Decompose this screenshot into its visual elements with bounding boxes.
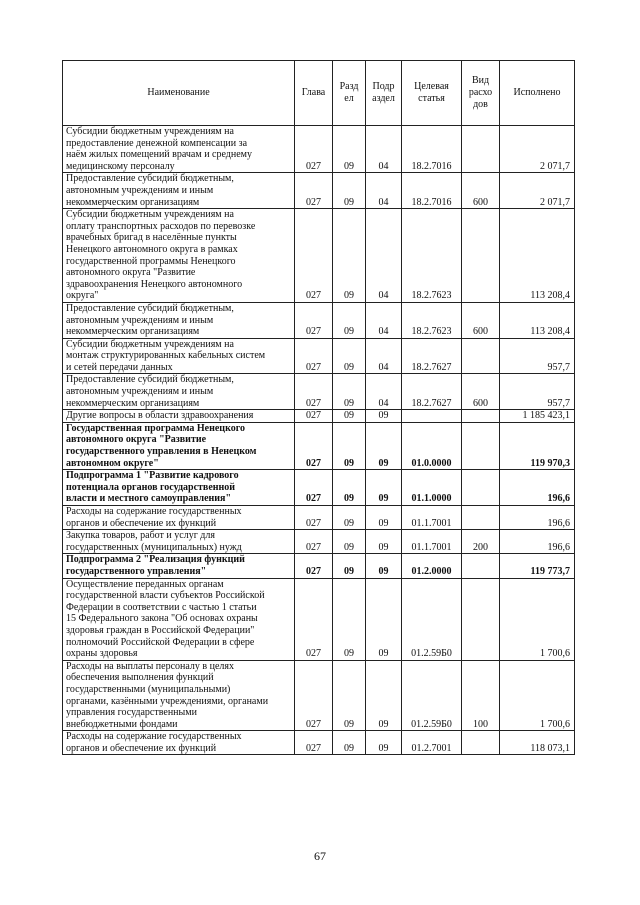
- table-row: [63, 209, 575, 303]
- cell-vid: [462, 338, 500, 374]
- cell-vid: 600: [462, 302, 500, 338]
- cell-ispolneno: 119 970,3: [500, 422, 575, 469]
- table-row: [63, 506, 575, 530]
- cell-ispolneno: 119 773,7: [500, 554, 575, 578]
- cell-vid: 600: [462, 173, 500, 209]
- cell-name: Субсидии бюджетным учреждениям на оплату транспортных расходов по перевозке врачебных бригад в населённые пункты Ненецкого автономного округа в рамках государственной программы Ненецкого автономного округа "Развитие здравоохранения Ненецкого автономного округа": [63, 209, 295, 303]
- cell-vid: 200: [462, 530, 500, 554]
- cell-razdel: 09: [333, 506, 366, 530]
- cell-glava: 027: [295, 410, 333, 423]
- cell-razdel: 09: [333, 173, 366, 209]
- table-row: [63, 731, 575, 755]
- cell-razdel: 09: [333, 302, 366, 338]
- cell-glava: 027: [295, 578, 333, 660]
- cell-name: Подпрограмма 1 "Развитие кадрового потенциала органов государственной власти и местного самоуправления": [63, 470, 295, 506]
- cell-podrazdel: 09: [366, 578, 402, 660]
- cell-razdel: 09: [333, 554, 366, 578]
- table-row: [63, 126, 575, 173]
- cell-name: Предоставление субсидий бюджетным, автономным учреждениям и иным некоммерческим организациям: [63, 374, 295, 410]
- cell-name: Расходы на выплаты персоналу в целях обеспечения выполнения функций государственными (муниципальными) органами, казёнными учреждениями, органами управления государственными внебюджетными фондами: [63, 660, 295, 731]
- cell-vid: [462, 506, 500, 530]
- cell-vid: [462, 578, 500, 660]
- cell-podrazdel: 09: [366, 731, 402, 755]
- table-row: [63, 660, 575, 731]
- cell-celevaya: 18.2.7016: [402, 126, 462, 173]
- cell-glava: 027: [295, 374, 333, 410]
- cell-ispolneno: 196,6: [500, 530, 575, 554]
- cell-podrazdel: 09: [366, 506, 402, 530]
- cell-celevaya: 01.1.0000: [402, 470, 462, 506]
- cell-glava: 027: [295, 554, 333, 578]
- cell-name: Подпрограмма 2 "Реализация функций государственного управления": [63, 554, 295, 578]
- table-row: [63, 422, 575, 469]
- cell-ispolneno: 1 185 423,1: [500, 410, 575, 423]
- header-name: Наименование: [63, 61, 295, 126]
- cell-glava: 027: [295, 470, 333, 506]
- header-glava: Глава: [295, 61, 333, 126]
- page-number: 67: [314, 849, 326, 863]
- cell-podrazdel: 09: [366, 554, 402, 578]
- cell-glava: 027: [295, 506, 333, 530]
- header-razdel: Разд ел: [333, 61, 366, 126]
- cell-razdel: 09: [333, 410, 366, 423]
- cell-glava: 027: [295, 660, 333, 731]
- table-row: [63, 302, 575, 338]
- cell-podrazdel: 09: [366, 660, 402, 731]
- cell-name: Предоставление субсидий бюджетным, автономным учреждениям и иным некоммерческим организациям: [63, 173, 295, 209]
- cell-razdel: 09: [333, 338, 366, 374]
- cell-celevaya: 01.2.0000: [402, 554, 462, 578]
- cell-name: Субсидии бюджетным учреждениям на монтаж структурированных кабельных систем и сетей передачи данных: [63, 338, 295, 374]
- cell-celevaya: 18.2.7623: [402, 209, 462, 303]
- header-podrazdel: Подр аздел: [366, 61, 402, 126]
- cell-name: Расходы на содержание государственных органов и обеспечение их функций: [63, 506, 295, 530]
- table-row: [63, 578, 575, 660]
- cell-glava: 027: [295, 209, 333, 303]
- cell-razdel: 09: [333, 374, 366, 410]
- cell-glava: 027: [295, 126, 333, 173]
- cell-vid: [462, 410, 500, 423]
- table-row: [63, 374, 575, 410]
- cell-vid: 600: [462, 374, 500, 410]
- cell-razdel: 09: [333, 731, 366, 755]
- cell-celevaya: 01.1.7001: [402, 530, 462, 554]
- cell-ispolneno: 118 073,1: [500, 731, 575, 755]
- cell-vid: [462, 470, 500, 506]
- cell-celevaya: 18.2.7623: [402, 302, 462, 338]
- cell-ispolneno: 196,6: [500, 470, 575, 506]
- cell-celevaya: 18.2.7627: [402, 338, 462, 374]
- cell-name: Закупка товаров, работ и услуг для государственных (муниципальных) нужд: [63, 530, 295, 554]
- cell-celevaya: [402, 410, 462, 423]
- cell-glava: 027: [295, 731, 333, 755]
- cell-name: Субсидии бюджетным учреждениям на предоставление денежной компенсации за наём жилых помещений врачам и среднему медицинскому персоналу: [63, 126, 295, 173]
- cell-podrazdel: 09: [366, 422, 402, 469]
- cell-vid: [462, 422, 500, 469]
- cell-ispolneno: 113 208,4: [500, 209, 575, 303]
- cell-razdel: 09: [333, 660, 366, 731]
- cell-glava: 027: [295, 530, 333, 554]
- header-vid: Вид расхо дов: [462, 61, 500, 126]
- header-ispolneno: Исполнено: [500, 61, 575, 126]
- cell-podrazdel: 04: [366, 338, 402, 374]
- cell-podrazdel: 04: [366, 209, 402, 303]
- cell-razdel: 09: [333, 578, 366, 660]
- cell-celevaya: 01.2.59Б0: [402, 578, 462, 660]
- cell-vid: [462, 126, 500, 173]
- cell-glava: 027: [295, 173, 333, 209]
- cell-razdel: 09: [333, 209, 366, 303]
- cell-celevaya: 01.1.7001: [402, 506, 462, 530]
- cell-ispolneno: 957,7: [500, 374, 575, 410]
- cell-vid: 100: [462, 660, 500, 731]
- table-row: [63, 173, 575, 209]
- cell-ispolneno: 196,6: [500, 506, 575, 530]
- cell-razdel: 09: [333, 530, 366, 554]
- table-row: [63, 470, 575, 506]
- cell-ispolneno: 957,7: [500, 338, 575, 374]
- cell-name: Другие вопросы в области здравоохранения: [63, 410, 295, 423]
- cell-ispolneno: 1 700,6: [500, 578, 575, 660]
- cell-vid: [462, 554, 500, 578]
- cell-glava: 027: [295, 422, 333, 469]
- cell-celevaya: 18.2.7016: [402, 173, 462, 209]
- table-row: [63, 338, 575, 374]
- cell-razdel: 09: [333, 470, 366, 506]
- cell-vid: [462, 209, 500, 303]
- cell-name: Осуществление переданных органам государственной власти субъектов Российской Федерации в соответствии с частью 1 статьи 15 Федерального закона "Об основах охраны здоровья граждан в Российской Федерации" полномочий Российской Федерации в сфере охраны здоровья: [63, 578, 295, 660]
- table-row: [63, 410, 575, 423]
- cell-vid: [462, 731, 500, 755]
- cell-ispolneno: 113 208,4: [500, 302, 575, 338]
- table-body: [63, 126, 575, 755]
- header-celevaya: Целевая статья: [402, 61, 462, 126]
- cell-celevaya: 01.2.7001: [402, 731, 462, 755]
- cell-celevaya: 18.2.7627: [402, 374, 462, 410]
- cell-podrazdel: 04: [366, 173, 402, 209]
- cell-glava: 027: [295, 302, 333, 338]
- cell-ispolneno: 2 071,7: [500, 126, 575, 173]
- cell-podrazdel: 09: [366, 530, 402, 554]
- cell-podrazdel: 04: [366, 302, 402, 338]
- table-row: [63, 530, 575, 554]
- table-row: [63, 554, 575, 578]
- cell-razdel: 09: [333, 422, 366, 469]
- cell-ispolneno: 1 700,6: [500, 660, 575, 731]
- cell-name: Государственная программа Ненецкого автономного округа "Развитие государственного управления в Ненецком автономном округе": [63, 422, 295, 469]
- cell-razdel: 09: [333, 126, 366, 173]
- cell-celevaya: 01.0.0000: [402, 422, 462, 469]
- cell-celevaya: 01.2.59Б0: [402, 660, 462, 731]
- cell-podrazdel: 09: [366, 410, 402, 423]
- cell-podrazdel: 04: [366, 374, 402, 410]
- cell-glava: 027: [295, 338, 333, 374]
- cell-ispolneno: 2 071,7: [500, 173, 575, 209]
- cell-podrazdel: 04: [366, 126, 402, 173]
- cell-name: Предоставление субсидий бюджетным, автономным учреждениям и иным некоммерческим организациям: [63, 302, 295, 338]
- cell-name: Расходы на содержание государственных органов и обеспечение их функций: [63, 731, 295, 755]
- cell-podrazdel: 09: [366, 470, 402, 506]
- budget-table: [62, 60, 575, 755]
- table-header-row: [63, 61, 575, 126]
